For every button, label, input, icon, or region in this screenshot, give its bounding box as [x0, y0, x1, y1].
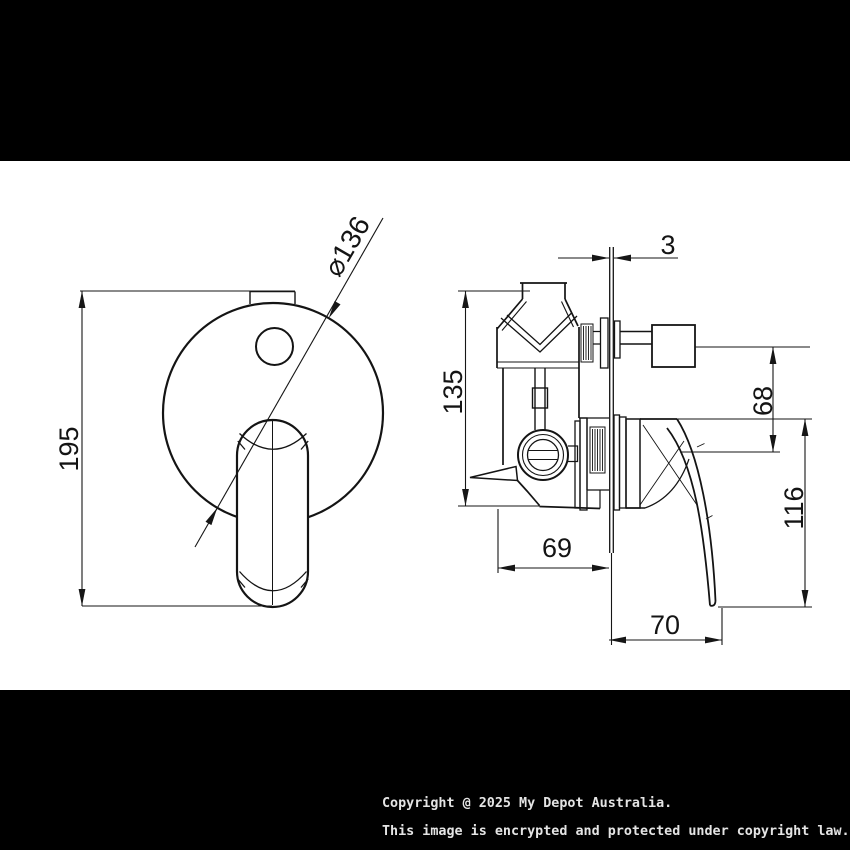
copyright-line-2: This image is encrypted and protected under copyright law.	[382, 824, 850, 839]
cartridge-spline-lower	[590, 427, 605, 473]
dim-label-plate-diameter: ⌀136	[317, 210, 377, 282]
dim-label-handle-projection: 70	[649, 610, 681, 640]
dim-label-plate-thickness: 3	[660, 230, 676, 260]
dim-label-overall-height: 195	[54, 426, 84, 472]
dim-label-body-height: 135	[438, 369, 468, 415]
dim-label-knob-to-handle: 68	[748, 385, 778, 417]
dim-label-handle-length: 116	[779, 486, 809, 530]
dim-label-body-depth: 69	[541, 533, 573, 563]
copyright-line-1: Copyright @ 2025 My Depot Australia.	[382, 796, 673, 811]
